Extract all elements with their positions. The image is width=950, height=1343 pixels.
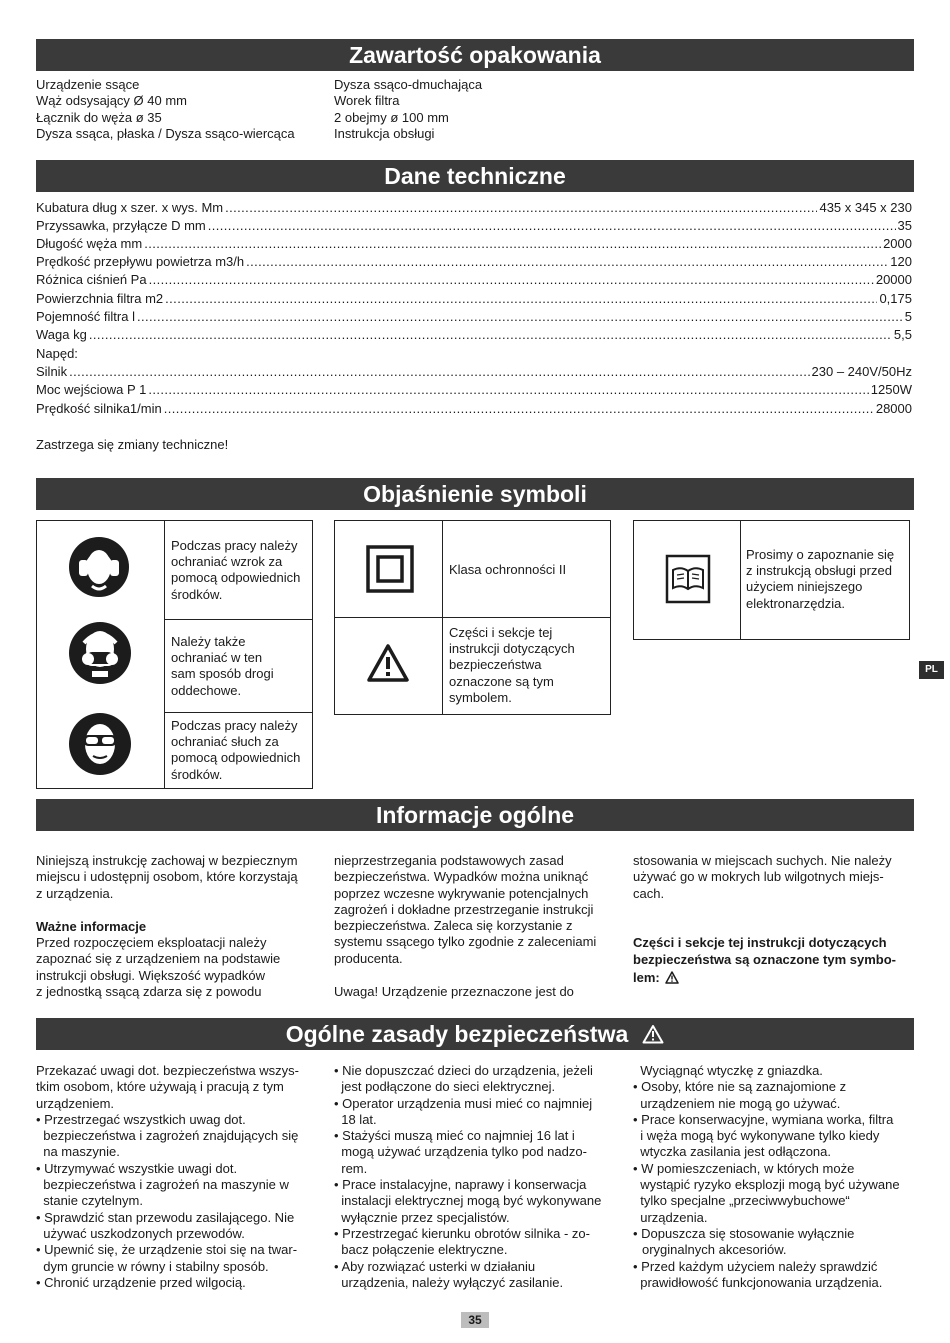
warning-triangle-icon — [366, 643, 410, 683]
respirator-icon — [68, 619, 132, 687]
text-line: Stażyści muszą mieć co najmniej 16 lat i — [342, 1128, 575, 1144]
text-line: Chronić urządzenie przed wilgocią. — [44, 1274, 246, 1290]
text-line: stanie czytelnym. — [43, 1193, 143, 1209]
text-line: Podczas pracy należy — [171, 538, 298, 553]
section-title: Ogólne zasady bezpieczeństwa — [285, 1021, 629, 1047]
spec-row — [36, 326, 912, 344]
text-line: bezpieczeństwa i zagrożeń na maszynie w — [43, 1177, 289, 1193]
text-line: wtyczka zasilania jest odłączona. — [640, 1144, 831, 1160]
text-line: elektronarzędzia. — [746, 595, 845, 611]
section-header-safety — [36, 1018, 914, 1050]
text-line: prawidłowość funkcjonowania urządzenia. — [640, 1274, 883, 1290]
list-item: • W pomieszczeniach, w których może wystąpić ryzyko eksplozji mogą być używane tylko specjalne „przeciwwybuchowe“ urządzenia. — [633, 1160, 900, 1225]
text-line: używać uszkodzonych przewodów. — [43, 1225, 245, 1241]
text-line: bezpieczeństwa są oznaczone tym symbo- — [633, 952, 896, 968]
list-item: • Aby rozwiązać usterki w działaniu urządzenia, należy wyłączyć zasilanie. — [334, 1258, 564, 1290]
spec-value: 230 – 240V/50Hz — [811, 364, 912, 379]
spec-value: 2000 — [883, 236, 912, 251]
list-item: • Chronić urządzenie przed wilgocią. — [36, 1274, 246, 1290]
text-line: lem: — [633, 969, 660, 985]
general-column-3 — [633, 853, 896, 986]
text-line: Uwaga! Urządzenie przeznaczone jest do — [334, 984, 574, 1000]
text-line: z urządzenia. — [36, 885, 114, 901]
eye-protection-icon — [68, 711, 132, 777]
text-line: sam sposób drogi — [171, 666, 274, 682]
text-line: na maszynie. — [43, 1144, 120, 1160]
tech-note: Zastrzega się zmiany techniczne! — [36, 437, 229, 452]
text-line: i węża mogą być wykonywane tylko kiedy — [640, 1128, 880, 1144]
text-line: mogą używać urządzenia tylko pod nadzo- — [341, 1144, 587, 1160]
spec-label: Waga kg — [36, 327, 87, 342]
text-line: Sprawdzić stan przewodu zasilającego. Nie — [44, 1209, 295, 1225]
text-line: pomocą odpowiednich — [171, 750, 301, 766]
list-item: • Osoby, które nie są zaznajomione z urządzeniem nie mogą go używać. — [633, 1079, 847, 1111]
text-line: zapoznać się z urządzeniem na podstawie — [36, 951, 281, 967]
safety-symbol-note — [633, 934, 896, 987]
text-line: tkim osobom, które używają i pracują z tym — [36, 1079, 284, 1095]
text-line: instrukcji dotyczących — [449, 641, 575, 657]
text-line: poprzez wczesne wykrywanie potencjalnych — [334, 885, 589, 901]
spec-value: 0,175 — [879, 291, 912, 306]
symbol-text-warning — [449, 625, 575, 706]
spec-label: Przyssawka, przyłącze D mm — [36, 218, 206, 233]
list-item: Dysza ssąca, płaska / Dysza ssąco-wiercąca — [36, 125, 295, 141]
list-item: Łącznik do węża ø 35 — [36, 109, 162, 125]
text-line: środków. — [171, 766, 223, 782]
symbol-text-eye — [171, 538, 300, 603]
text-line: Nie dopuszczać dzieci do urządzenia, jeżeli — [342, 1063, 593, 1078]
text-line: jest podłączone do sieci elektrycznej. — [341, 1079, 556, 1095]
text-line: tylko specjalne „przeciwwybuchowe“ — [640, 1193, 850, 1209]
text-line: oznaczone są tym — [449, 673, 554, 689]
list-item: • Stażyści muszą mieć co najmniej 16 lat i mogą używać urządzenia tylko pod nadzo- rem. — [334, 1128, 587, 1176]
spec-value: 5 — [904, 309, 912, 324]
list-item: • Utrzymywać wszystkie uwagi dot. bezpieczeństwa i zagrożeń na maszynie w stanie czytelnym. — [36, 1160, 289, 1209]
text-line: zagrożeń i dokładne przestrzeganie instrukcji — [334, 901, 594, 917]
spec-row — [36, 345, 912, 363]
spec-value: 28000 — [875, 401, 912, 416]
list-item: • Prace konserwacyjne, wymiana worka, filtra i węża mogą być wykonywane tylko kiedy wtyczka zasilania jest odłączona. — [633, 1111, 894, 1160]
list-item: • Operator urządzenia musi mieć co najmniej 18 lat. — [334, 1095, 593, 1127]
text-line: używać go w mokrych lub wilgotnych miejs- — [633, 869, 884, 885]
spec-label: Silnik — [36, 364, 68, 379]
spec-row — [36, 363, 912, 381]
text-line: instrukcji obsługi. Większość wypadków — [36, 967, 266, 983]
double-insulation-icon — [366, 545, 414, 593]
list-item: • Nie dopuszczać dzieci do urządzenia, jeżeli jest podłączone do sieci elektrycznej. — [334, 1063, 593, 1095]
list-item: • Przed każdym użyciem należy sprawdzić prawidłowość funkcjonowania urządzenia. — [633, 1258, 883, 1290]
symbols-table-manual — [633, 520, 910, 640]
text-line: systemu ssącego tylko zgodnie z zaleceniami — [334, 934, 597, 950]
list-item: • Upewnić się, że urządzenie stoi się na twar- dym gruncie w równy i stabilny sposób. — [36, 1242, 298, 1274]
text-line: stosowania w miejscach suchych. Nie należy — [633, 853, 892, 868]
symbols-table-ppe — [36, 520, 313, 789]
text-line: Podczas pracy należy — [171, 718, 298, 733]
text-line: Przestrzegać kierunku obrotów silnika - zo- — [342, 1225, 590, 1241]
symbol-text-ear — [171, 718, 300, 783]
text-line: symbolem. — [449, 689, 512, 705]
symbol-text-breath — [171, 634, 274, 699]
text-line: rem. — [341, 1160, 368, 1176]
text-line: urządzenia, należy wyłączyć zasilanie. — [341, 1274, 564, 1290]
text-line: Dopuszcza się stosowanie wyłącznie oryginalnych akcesoriów. — [641, 1225, 855, 1258]
symbol-text-class2 — [449, 562, 566, 578]
list-item: Dysza ssąco-dmuchająca — [334, 77, 483, 92]
safety-column-2 — [334, 1063, 601, 1291]
spec-row — [36, 308, 912, 326]
spec-row — [36, 290, 912, 308]
list-item: • Przestrzegać wszystkich uwag dot. bezpieczeństwa i zagrożeń znajdujących się na maszynie. — [36, 1111, 299, 1160]
list-item: Wąż odsysający Ø 40 mm — [36, 93, 187, 109]
list-item: Urządzenie ssące — [36, 77, 140, 92]
text-line: Części i sekcje tej instrukcji dotyczących — [633, 934, 887, 950]
text-line: Utrzymywać wszystkie uwagi dot. — [44, 1160, 238, 1176]
text-line: Wyciągnąć wtyczkę z gniazdka. — [640, 1063, 823, 1078]
list-item: • Prace instalacyjne, naprawy i konserwacja instalacji elektrycznej mogą być wykonywane wyłącznie przez specjalistów. — [334, 1177, 602, 1225]
spec-label: Prędkość przepływu powietrza m3/h — [36, 254, 245, 269]
spec-row — [36, 271, 912, 289]
spec-row — [36, 199, 912, 217]
text-line: nieprzestrzegania podstawowych zasad — [334, 853, 564, 868]
text-line: Prace instalacyjne, naprawy i konserwacja — [342, 1177, 587, 1193]
spec-value: 435 x 345 x 230 — [819, 200, 912, 215]
text-line: Części i sekcje tej — [449, 625, 553, 640]
page-number: 35 — [461, 1312, 489, 1328]
section-header-tech: Dane techniczne — [36, 160, 914, 192]
text-line: Operator urządzenia musi mieć co najmniej — [342, 1095, 593, 1111]
text-line: bezpieczeństwa. Wypadków można uniknąć — [334, 869, 589, 885]
text-line: Upewnić się, że urządzenie stoi się na twar- — [44, 1242, 298, 1258]
spec-label: Moc wejściowa P 1 — [36, 382, 147, 397]
text-line: wyłącznie przez specjalistów. — [341, 1209, 510, 1225]
list-item: Worek filtra — [334, 93, 400, 109]
text-line: Klasa ochronności II — [449, 562, 567, 577]
spec-label: Kubatura dług x szer. x wys. Mm — [36, 200, 224, 215]
subheading: Ważne informacje — [36, 918, 147, 934]
language-tab: PL — [919, 661, 944, 679]
text-line: bezpieczeństwa i zagrożeń znajdujących się — [43, 1128, 299, 1144]
general-column-1 — [36, 853, 298, 1000]
warning-triangle-icon — [642, 1024, 664, 1044]
text-line: W pomieszczeniach, w których może — [641, 1160, 855, 1176]
text-line: bezpieczeństwa — [449, 657, 542, 673]
text-line: ochraniać słuch za — [171, 734, 279, 750]
contents-left-list — [36, 77, 295, 142]
text-line: 18 lat. — [341, 1111, 377, 1127]
general-column-2 — [334, 853, 596, 1000]
section-header-symbols: Objaśnienie symboli — [36, 478, 914, 510]
text-line: Przestrzegać wszystkich uwag dot. — [44, 1111, 246, 1127]
spec-row — [36, 400, 912, 418]
text-line: Przed rozpoczęciem eksploatacji należy — [36, 935, 267, 951]
text-line: Przekazać uwagi dot. bezpieczeństwa wszys- — [36, 1063, 300, 1078]
text-line: Przed każdym użyciem należy sprawdzić — [641, 1258, 878, 1274]
read-manual-icon — [665, 554, 711, 604]
text-line: oddechowe. — [171, 682, 242, 698]
text-line: dym gruncie w równy i stabilny sposób. — [43, 1258, 269, 1274]
symbols-table-class — [334, 520, 611, 715]
spec-value: 35 — [897, 218, 912, 233]
spec-label: Powierzchnia filtra m2 — [36, 291, 164, 306]
spec-value: 1250W — [870, 382, 912, 397]
spec-value: 5,5 — [893, 327, 912, 342]
text-line: ochraniać w ten — [171, 650, 263, 666]
text-line: ochraniać wzrok za — [171, 554, 283, 570]
text-line: cach. — [633, 885, 665, 901]
text-line: urządzeniem. — [36, 1095, 115, 1111]
text-line: bezpieczeństwa. Zaleca się korzystanie z — [334, 918, 573, 934]
warning-triangle-icon — [665, 971, 679, 984]
text-line: z jednostką ssącą zdarza się z powodu — [36, 984, 262, 1000]
text-line: Aby rozwiązać usterki w działaniu — [341, 1258, 536, 1274]
text-line: z instrukcją obsługi przed — [746, 563, 892, 579]
spec-value: 120 — [890, 254, 912, 269]
ear-protection-icon — [68, 536, 130, 598]
list-item: • Dopuszcza się stosowanie wyłącznie oryginalnych akcesoriów. — [633, 1225, 855, 1258]
contents-right-list — [334, 77, 482, 142]
text-line: Prosimy o zapoznanie się — [746, 547, 895, 562]
list-item: • Sprawdzić stan przewodu zasilającego. Nie używać uszkodzonych przewodów. — [36, 1209, 295, 1241]
text-line: urządzenia. — [640, 1209, 708, 1225]
section-header-contents: Zawartość opakowania — [36, 39, 914, 71]
text-line: miejscu i udostępnij osobom, które korzystają — [36, 869, 298, 885]
spec-label: Długość węża mm — [36, 236, 143, 251]
spec-row — [36, 217, 912, 235]
text-line: producenta. — [334, 950, 403, 966]
list-item: • Przestrzegać kierunku obrotów silnika - zo- bacz połączenie elektryczne. — [334, 1225, 590, 1258]
text-line: urządzeniem nie mogą go używać. — [640, 1095, 841, 1111]
spec-label: Prędkość silnika1/min — [36, 401, 162, 416]
text-line: użyciem niniejszego — [746, 579, 863, 595]
text-line: wystąpić ryzyko eksplozji mogą być używane — [640, 1177, 900, 1193]
spec-label: Pojemność filtra l — [36, 309, 135, 324]
section-header-general: Informacje ogólne — [36, 799, 914, 831]
safety-column-1 — [36, 1063, 299, 1291]
text-line: Niniejszą instrukcję zachowaj w bezpiecznym — [36, 853, 298, 868]
spec-row — [36, 253, 912, 271]
spec-row — [36, 381, 912, 399]
text-line: bacz połączenie elektryczne. — [341, 1242, 508, 1258]
safety-column-3 — [633, 1063, 912, 1291]
spec-value: 20000 — [875, 272, 912, 287]
list-item: 2 obejmy ø 100 mm — [334, 109, 449, 125]
spec-label: Różnica ciśnień Pa — [36, 272, 147, 287]
spec-label: Napęd: — [36, 346, 78, 361]
text-line: Należy także — [171, 634, 246, 649]
symbol-text-manual — [746, 547, 894, 612]
text-line: środków. — [171, 586, 223, 602]
spec-row — [36, 235, 912, 253]
text-line: Prace konserwacyjne, wymiana worka, filtra — [641, 1111, 894, 1127]
text-line: Osoby, które nie są zaznajomione z — [641, 1079, 847, 1095]
text-line: pomocą odpowiednich — [171, 570, 301, 586]
text-line: instalacji elektrycznej mogą być wykonywane — [341, 1193, 602, 1209]
list-item: Instrukcja obsługi — [334, 125, 435, 141]
